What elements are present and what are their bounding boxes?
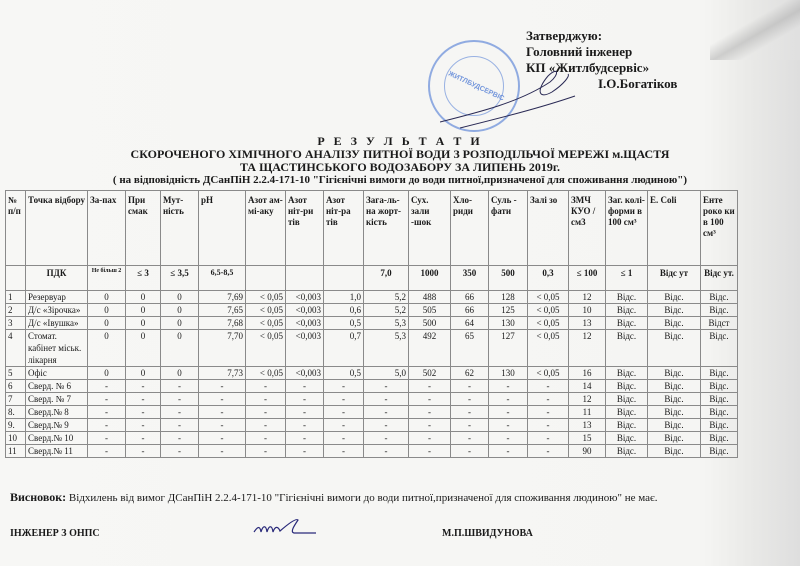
table-cell: 5,3 [364, 317, 409, 330]
table-cell: - [528, 445, 569, 458]
table-cell: - [324, 393, 364, 406]
table-row-pdk [6, 266, 738, 291]
table-cell: - [246, 393, 286, 406]
table-cell: - [324, 380, 364, 393]
table-cell: Відс. [648, 445, 701, 458]
table-cell: 127 [489, 330, 528, 367]
table-row [6, 445, 738, 458]
table-cell: 0 [161, 304, 199, 317]
table-cell: - [126, 393, 161, 406]
table-cell: - [451, 393, 489, 406]
column-header: Точка відбору [26, 191, 88, 266]
table-cell: - [246, 432, 286, 445]
table-cell: Відс. [606, 291, 648, 304]
table-cell: - [364, 432, 409, 445]
title-line-2: СКОРОЧЕНОГО ХІМІЧНОГО АНАЛІЗУ ПИТНОЇ ВОДИ З РОЗПОДІЛЬЧОЇ МЕРЕЖІ м.ЩАСТЯ [130, 147, 670, 161]
table-cell: < 0,05 [246, 317, 286, 330]
table-cell: Відс. [648, 317, 701, 330]
row-number: 9. [6, 419, 26, 432]
row-number: 4 [6, 330, 26, 367]
table-cell: - [528, 406, 569, 419]
pdk-cell: Відс ут. [701, 266, 738, 291]
column-header: Зага-ль-на жорт-кість [364, 191, 409, 266]
table-cell: Відс. [606, 330, 648, 367]
table-cell: - [199, 406, 246, 419]
table-cell: - [246, 380, 286, 393]
pdk-cell: Не більш 2 [88, 266, 126, 291]
row-number: 6 [6, 380, 26, 393]
table-cell: 5,3 [364, 330, 409, 367]
table-cell: - [364, 393, 409, 406]
table-cell: <0,003 [286, 304, 324, 317]
table-cell: Відс. [648, 393, 701, 406]
pdk-cell [286, 266, 324, 291]
table-row [6, 406, 738, 419]
column-header: ЗМЧ КУО / см3 [569, 191, 606, 266]
sampling-point: Стомат. кабінет міськ. лікарня [26, 330, 88, 367]
table-cell: - [489, 445, 528, 458]
table-cell: <0,003 [286, 291, 324, 304]
pdk-cell: 0,3 [528, 266, 569, 291]
table-cell: - [451, 380, 489, 393]
table-cell: Відс. [606, 406, 648, 419]
table-cell: 5,0 [364, 367, 409, 380]
conclusion [10, 490, 658, 505]
table-cell: - [364, 419, 409, 432]
table-cell: 0 [88, 367, 126, 380]
row-number: 8. [6, 406, 26, 419]
table-cell: - [161, 393, 199, 406]
row-number: 11 [6, 445, 26, 458]
table-cell: - [286, 432, 324, 445]
approver-signature [440, 60, 580, 130]
sampling-point: Сверд. № 6 [26, 380, 88, 393]
table-cell: Відс. [606, 304, 648, 317]
table-cell: - [286, 406, 324, 419]
table-row [6, 291, 738, 304]
sampling-point: Резервуар [26, 291, 88, 304]
table-cell: - [409, 419, 451, 432]
column-header: pH [199, 191, 246, 266]
table-cell: 1,0 [324, 291, 364, 304]
approval-organization: КП «Житлбудсервіс» [526, 60, 650, 75]
table-cell: Відс. [701, 367, 738, 380]
table-cell: 502 [409, 367, 451, 380]
table-cell: - [364, 445, 409, 458]
pdk-cell [6, 266, 26, 291]
table-cell: - [451, 406, 489, 419]
table-cell: < 0,05 [246, 304, 286, 317]
table-cell: <0,003 [286, 330, 324, 367]
pdk-cell: Відс ут [648, 266, 701, 291]
sampling-point: Д/с «Івушка» [26, 317, 88, 330]
table-cell: Відс. [648, 419, 701, 432]
table-cell: 7,69 [199, 291, 246, 304]
column-header: За-пах [88, 191, 126, 266]
table-cell: 0,5 [324, 367, 364, 380]
document-title [0, 134, 800, 187]
table-cell: 64 [451, 317, 489, 330]
pdk-cell [324, 266, 364, 291]
table-cell: - [489, 393, 528, 406]
column-header: Азот ніт-ра тів [324, 191, 364, 266]
table-cell: 5,2 [364, 291, 409, 304]
table-cell: - [286, 380, 324, 393]
row-number: 7 [6, 393, 26, 406]
sampling-point: Сверд.№ 9 [26, 419, 88, 432]
table-cell: <0,003 [286, 367, 324, 380]
table-cell: - [126, 432, 161, 445]
sampling-point: Сверд.№ 10 [26, 432, 88, 445]
table-cell: < 0,05 [528, 304, 569, 317]
table-cell: - [199, 445, 246, 458]
column-header: Сух. зали -шок [409, 191, 451, 266]
table-cell: 125 [489, 304, 528, 317]
column-header: Азот ам-мі-аку [246, 191, 286, 266]
column-header: При смак [126, 191, 161, 266]
table-cell: 130 [489, 317, 528, 330]
table-cell: Відс. [606, 419, 648, 432]
column-header: Мут-ність [161, 191, 199, 266]
table-cell: 12 [569, 393, 606, 406]
table-cell: 5,2 [364, 304, 409, 317]
row-number: 1 [6, 291, 26, 304]
table-cell: - [489, 406, 528, 419]
table-cell: 0 [88, 330, 126, 367]
table-cell: 0 [126, 317, 161, 330]
table-cell: 0 [88, 291, 126, 304]
table-row [6, 419, 738, 432]
table-cell: - [199, 393, 246, 406]
table-cell: 7,73 [199, 367, 246, 380]
column-header: Енте роко ки в 100 см³ [701, 191, 738, 266]
table-cell: 0 [161, 330, 199, 367]
table-cell: - [88, 419, 126, 432]
table-cell: - [286, 445, 324, 458]
table-cell: 66 [451, 304, 489, 317]
table-cell: 0 [161, 367, 199, 380]
table-cell: Відс. [648, 330, 701, 367]
table-cell: <0,003 [286, 317, 324, 330]
table-cell: - [324, 419, 364, 432]
table-cell: - [199, 432, 246, 445]
table-row [6, 393, 738, 406]
conclusion-text: Відхилень від вимог ДСанПіН 2.2.4-171-10 "Гігієнічні вимоги до води питної,призначеної для споживання людиною" не має. [66, 492, 658, 504]
table-cell: 10 [569, 304, 606, 317]
table-cell: 66 [451, 291, 489, 304]
engineer-signature [250, 516, 320, 538]
table-cell: - [126, 419, 161, 432]
row-number: 10 [6, 432, 26, 445]
table-cell: Відс. [606, 380, 648, 393]
table-cell: Відс. [648, 291, 701, 304]
approval-position: Головний інженер [526, 44, 633, 59]
column-header: Залі зо [528, 191, 569, 266]
title-results: Р Е З У Л Ь Т А Т И [317, 134, 483, 148]
table-cell: - [364, 406, 409, 419]
table-cell: 12 [569, 330, 606, 367]
pdk-cell: 350 [451, 266, 489, 291]
table-cell: 7,70 [199, 330, 246, 367]
table-cell: - [528, 432, 569, 445]
table-cell: 7,65 [199, 304, 246, 317]
table-cell: - [324, 406, 364, 419]
table-cell: 0,6 [324, 304, 364, 317]
table-cell: Відс. [701, 419, 738, 432]
stamp-text: ЖИТЛБУДСЕРВІС [447, 70, 506, 103]
table-cell: Відс. [648, 367, 701, 380]
title-line-4: ( на відповідність ДСанПіН 2.2.4-171-10 "Гігієнічні вимоги до води питної,призначеної для споживання людиною") [112, 174, 688, 186]
table-cell: - [199, 380, 246, 393]
table-cell: Відс. [701, 380, 738, 393]
table-cell: Відс. [606, 367, 648, 380]
table-cell: 16 [569, 367, 606, 380]
table-cell: < 0,05 [528, 367, 569, 380]
table-cell: < 0,05 [246, 367, 286, 380]
table-cell: - [161, 445, 199, 458]
table-cell: - [199, 419, 246, 432]
column-header: Азот ніт-ри тів [286, 191, 324, 266]
sampling-point: Сверд. № 7 [26, 393, 88, 406]
table-cell: - [324, 432, 364, 445]
column-header: Суль - фати [489, 191, 528, 266]
conclusion-label: Висновок: [10, 490, 67, 504]
table-cell: - [451, 445, 489, 458]
table-cell: 0 [88, 304, 126, 317]
pdk-cell: 500 [489, 266, 528, 291]
table-cell: 65 [451, 330, 489, 367]
table-cell: Відс. [606, 445, 648, 458]
table-cell: 14 [569, 380, 606, 393]
pdk-cell [246, 266, 286, 291]
pdk-cell: ≤ 1 [606, 266, 648, 291]
table-cell: 0,5 [324, 317, 364, 330]
table-cell: 0,7 [324, 330, 364, 367]
table-cell: < 0,05 [528, 291, 569, 304]
sampling-point: Сверд.№ 8 [26, 406, 88, 419]
table-cell: - [528, 380, 569, 393]
table-cell: - [88, 445, 126, 458]
table-cell: - [324, 445, 364, 458]
approval-heading: Затверджую: [526, 28, 603, 43]
table-cell: - [88, 380, 126, 393]
table-cell: 0 [161, 291, 199, 304]
table-cell: 505 [409, 304, 451, 317]
title-line-3: ТА ЩАСТИНСЬКОГО ВОДОЗАБОРУ ЗА ЛИПЕНЬ 2019г. [240, 160, 560, 174]
table-cell: Відс. [606, 432, 648, 445]
table-cell: - [286, 419, 324, 432]
table-cell: - [489, 419, 528, 432]
table-cell: - [161, 380, 199, 393]
pdk-cell: 1000 [409, 266, 451, 291]
table-cell: - [451, 419, 489, 432]
page-fold-shadow [710, 0, 800, 60]
table-cell: Відс. [701, 291, 738, 304]
table-cell: Відс. [606, 317, 648, 330]
engineer-name: М.П.ШВИДУНОВА [442, 528, 533, 539]
row-number: 3 [6, 317, 26, 330]
table-cell: Відс. [701, 393, 738, 406]
table-cell: - [161, 432, 199, 445]
table-cell: - [88, 432, 126, 445]
table-cell: 0 [161, 317, 199, 330]
table-cell: 13 [569, 317, 606, 330]
sampling-point: Д/с «Зірочка» [26, 304, 88, 317]
table-cell: - [528, 393, 569, 406]
sampling-point: Офіс [26, 367, 88, 380]
pdk-cell: 7,0 [364, 266, 409, 291]
table-cell: 492 [409, 330, 451, 367]
pdk-cell: 6,5-8,5 [199, 266, 246, 291]
table-cell: - [246, 419, 286, 432]
table-cell: Відс. [701, 406, 738, 419]
table-cell: - [489, 380, 528, 393]
table-cell: - [409, 380, 451, 393]
table-cell: Відст [701, 317, 738, 330]
table-cell: Відс. [606, 393, 648, 406]
table-cell: 0 [126, 330, 161, 367]
pdk-cell: ≤ 3 [126, 266, 161, 291]
table-cell: 0 [88, 317, 126, 330]
table-cell: - [126, 445, 161, 458]
table-cell: Відс. [701, 330, 738, 367]
table-cell: Відс. [701, 304, 738, 317]
table-cell: Відс. [648, 432, 701, 445]
pdk-cell: ≤ 3,5 [161, 266, 199, 291]
table-cell: - [161, 406, 199, 419]
table-cell: - [409, 393, 451, 406]
table-cell: Відс. [701, 432, 738, 445]
table-cell: Відс. [701, 445, 738, 458]
row-number: 2 [6, 304, 26, 317]
table-cell: 488 [409, 291, 451, 304]
table-cell: 500 [409, 317, 451, 330]
table-cell: - [161, 419, 199, 432]
table-cell: - [88, 393, 126, 406]
table-cell: < 0,05 [246, 330, 286, 367]
table-cell: - [126, 406, 161, 419]
table-cell: Відс. [648, 406, 701, 419]
table-cell: 130 [489, 367, 528, 380]
table-cell: 90 [569, 445, 606, 458]
table-cell: - [364, 380, 409, 393]
approval-name: І.О.Богатіков [598, 76, 678, 91]
column-header: Е. Coli [648, 191, 701, 266]
table-cell: < 0,05 [528, 330, 569, 367]
pdk-cell: ≤ 100 [569, 266, 606, 291]
table-cell: 11 [569, 406, 606, 419]
table-cell: 0 [126, 304, 161, 317]
table-cell: - [88, 406, 126, 419]
table-cell: - [451, 432, 489, 445]
table-cell: 13 [569, 419, 606, 432]
table-cell: - [286, 393, 324, 406]
table-header-row [6, 191, 738, 266]
table-row [6, 317, 738, 330]
column-header: Заг. колі-форми в 100 см³ [606, 191, 648, 266]
table-row [6, 330, 738, 367]
engineer-position: ІНЖЕНЕР З ОНПС [10, 528, 100, 539]
table-cell: - [126, 380, 161, 393]
pdk-label: ПДК [26, 266, 88, 291]
table-cell: 62 [451, 367, 489, 380]
results-table [5, 190, 738, 458]
table-row [6, 367, 738, 380]
table-cell: Відс. [648, 380, 701, 393]
column-header: Хло-риди [451, 191, 489, 266]
table-cell: 0 [126, 291, 161, 304]
table-cell: - [409, 406, 451, 419]
table-cell: - [489, 432, 528, 445]
table-cell: - [409, 445, 451, 458]
table-cell: - [246, 445, 286, 458]
row-number: 5 [6, 367, 26, 380]
table-cell: Відс. [648, 304, 701, 317]
table-cell: 7,68 [199, 317, 246, 330]
table-cell: - [409, 432, 451, 445]
table-cell: 15 [569, 432, 606, 445]
table-row [6, 380, 738, 393]
table-cell: - [528, 419, 569, 432]
table-row [6, 304, 738, 317]
table-cell: 128 [489, 291, 528, 304]
table-cell: 0 [126, 367, 161, 380]
table-cell: - [246, 406, 286, 419]
column-header: № п/п [6, 191, 26, 266]
table-row [6, 432, 738, 445]
table-cell: < 0,05 [528, 317, 569, 330]
table-cell: < 0,05 [246, 291, 286, 304]
table-cell: 12 [569, 291, 606, 304]
sampling-point: Сверд.№ 11 [26, 445, 88, 458]
